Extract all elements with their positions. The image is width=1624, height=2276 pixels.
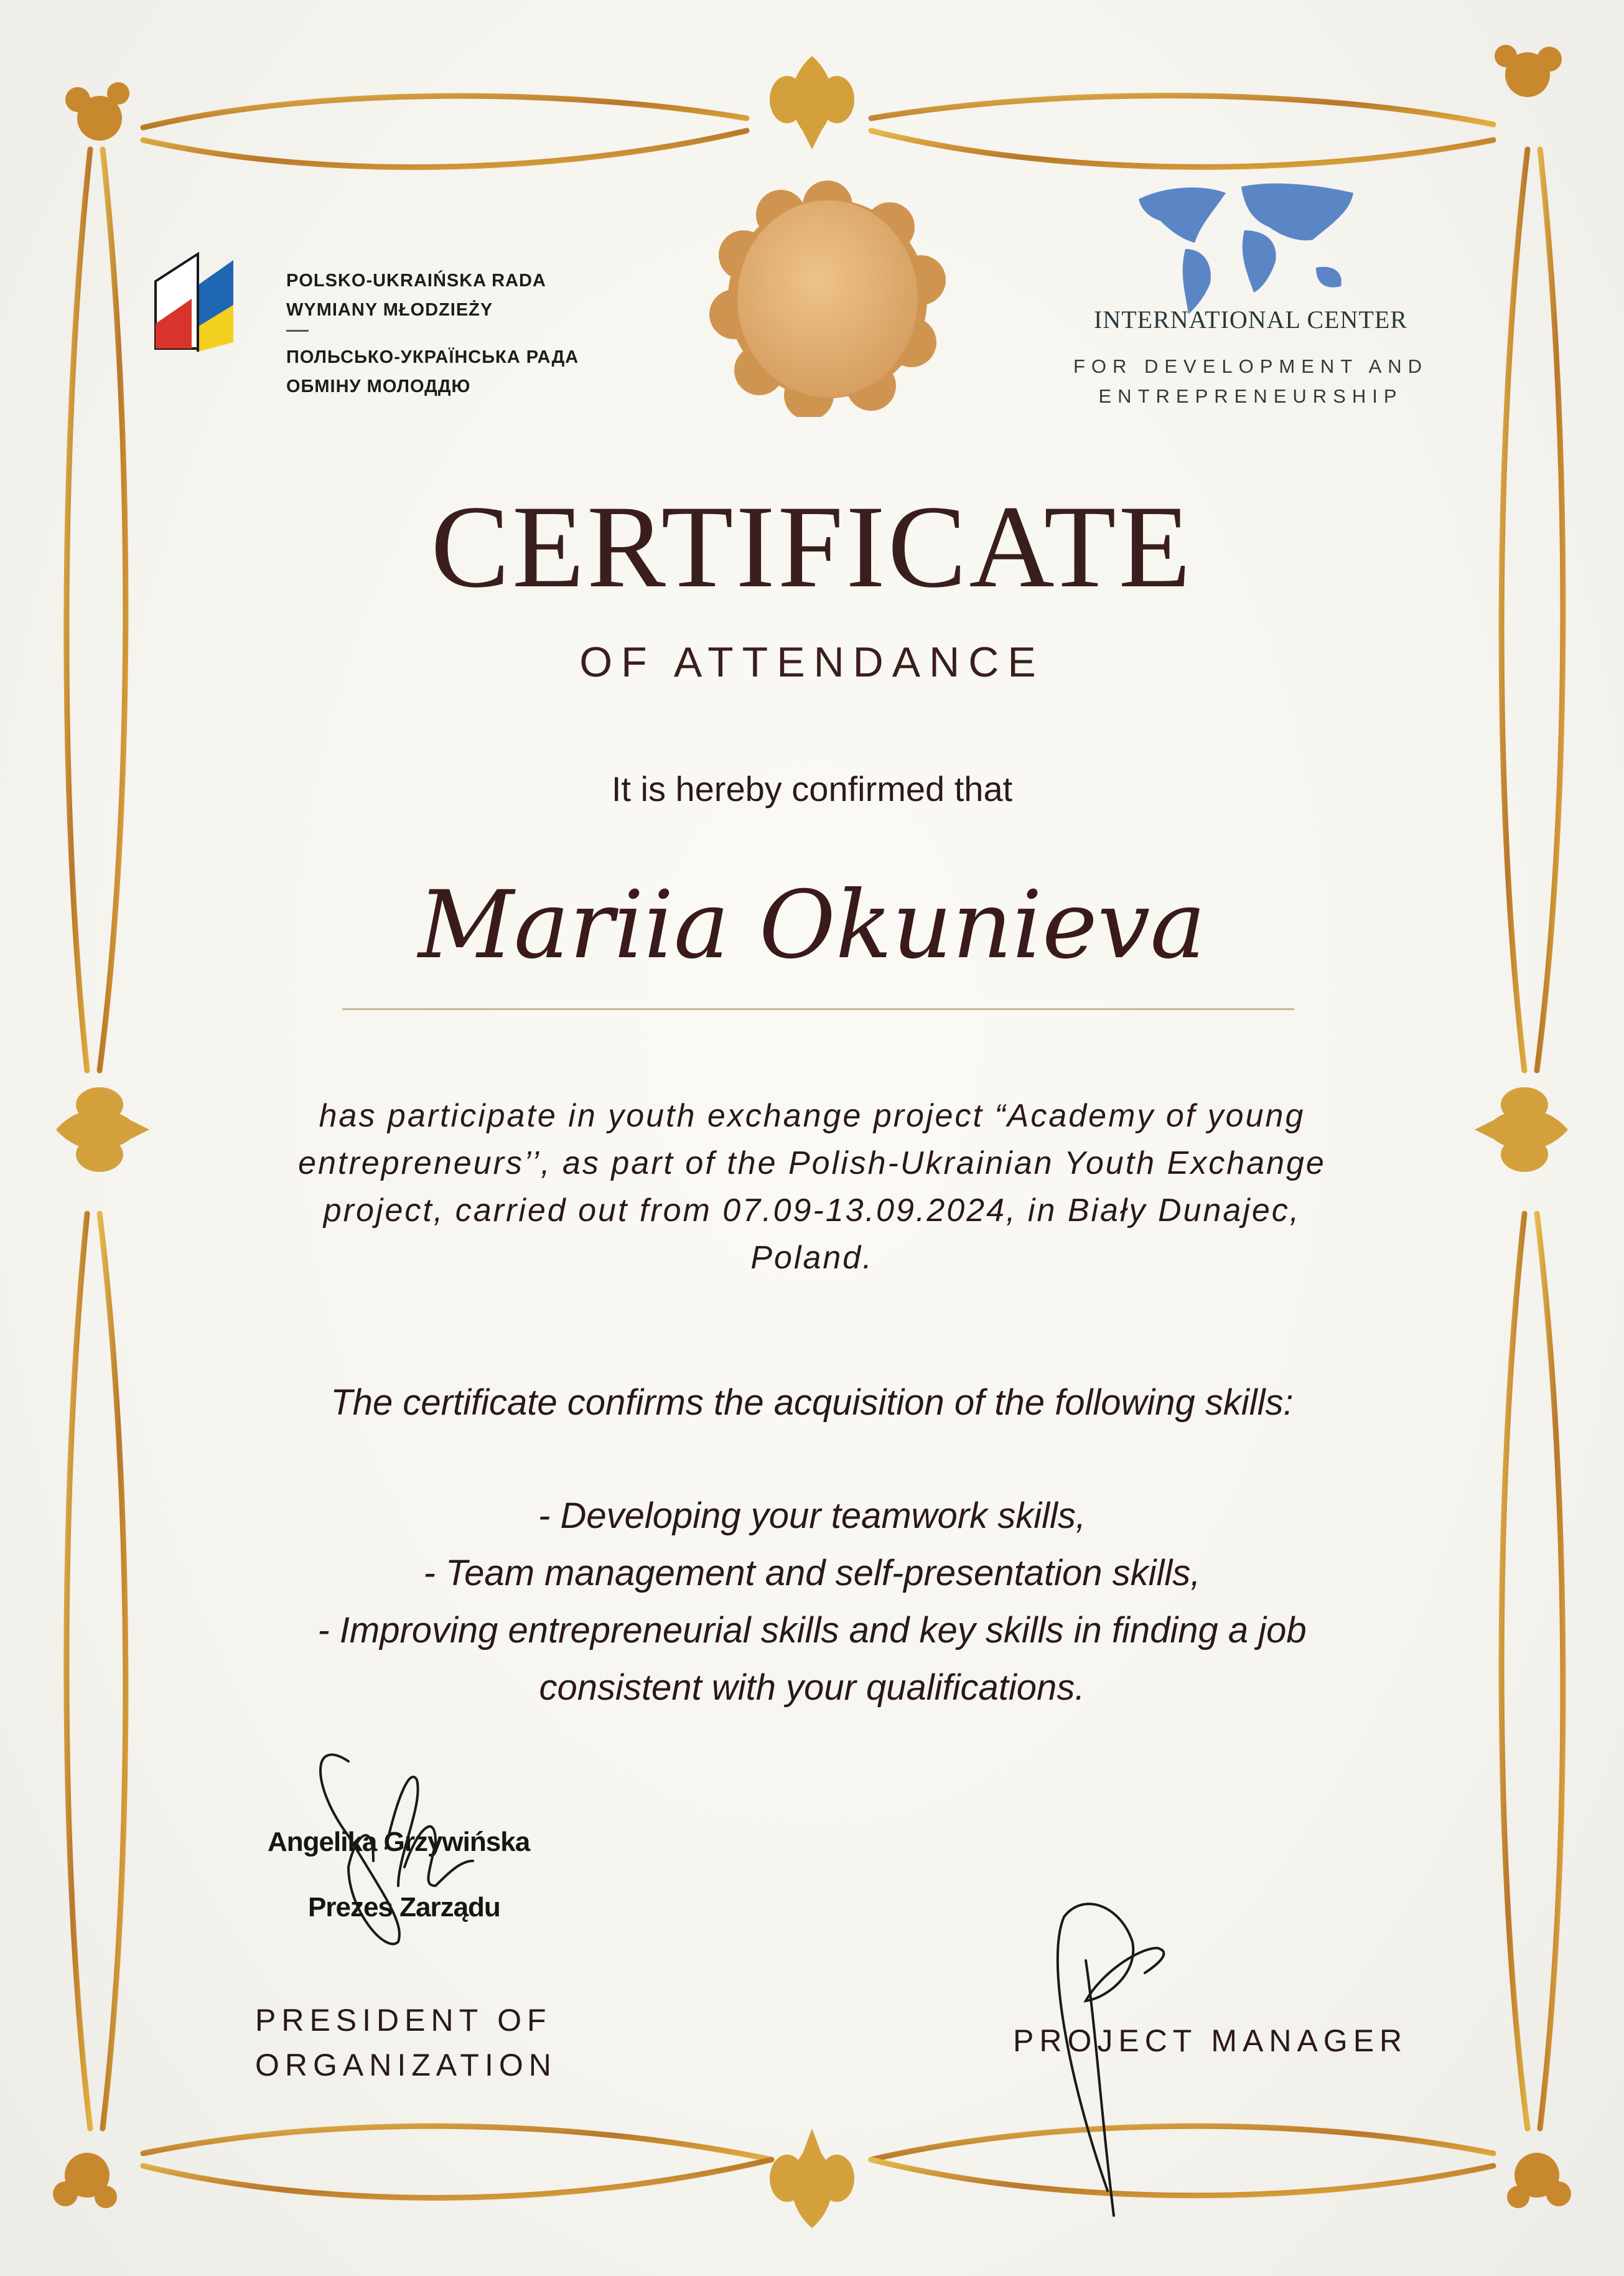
skill-item: - Improving entrepreneurial skills and key skills in finding a job <box>317 1610 1307 1651</box>
statement-line-1: has participate in youth exchange project “Academy of young <box>319 1098 1305 1134</box>
skill-item: consistent with your qualifications. <box>539 1667 1085 1708</box>
participation-statement <box>199 1092 1425 1281</box>
skills-intro: The certificate confirms the acquisition of the following skills: <box>330 1382 1294 1423</box>
name-underline <box>342 1008 1294 1010</box>
recipient-name: Mariia Okunieva <box>418 871 1206 980</box>
certificate-title: CERTIFICATE <box>431 482 1193 612</box>
plua-line-2: WYMIANY MŁODZIEŻY <box>286 300 493 320</box>
president-title <box>255 1998 557 2087</box>
skills-list <box>187 1487 1437 1716</box>
statement-line-3: project, carried out from 07.09-13.09.2024, in Biały Dunajec, <box>323 1192 1301 1229</box>
plua-line-4: ОБМІНУ МОЛОДДЮ <box>286 377 471 396</box>
confirmation-intro: It is hereby confirmed that <box>611 769 1013 808</box>
statement-line-4: Poland. <box>750 1240 874 1276</box>
icde-subtitle <box>1039 352 1462 411</box>
president-title-line-2: ORGANIZATION <box>255 2048 557 2082</box>
pl-ua-flag-icon <box>149 249 255 355</box>
plua-organization-name <box>286 266 579 401</box>
world-map-icon <box>1126 174 1375 317</box>
plua-divider <box>286 330 309 332</box>
plua-line-3: ПОЛЬСЬКО-УКРАЇНСЬКА РАДА <box>286 347 579 367</box>
icde-subtitle-line-2: ENTREPRENEURSHIP <box>1098 385 1403 407</box>
president-stamp-role: Prezes Zarządu <box>308 1892 500 1922</box>
president-stamp-name: Angelika Grzywińska <box>268 1827 530 1857</box>
certificate-subtitle: OF ATTENDANCE <box>579 639 1045 686</box>
project-manager-title: PROJECT MANAGER <box>1013 2023 1408 2058</box>
plua-line-1: POLSKO-UKRAIŃSKA RADA <box>286 271 546 291</box>
statement-line-2: entrepreneurs’’, as part of the Polish-Ukrainian Youth Exchange <box>298 1145 1326 1181</box>
skill-item: - Team management and self-presentation skills, <box>423 1553 1201 1593</box>
gold-seal-icon <box>691 180 964 417</box>
icde-subtitle-line-1: FOR DEVELOPMENT AND <box>1073 355 1429 377</box>
icde-title: INTERNATIONAL CENTER <box>1093 306 1407 334</box>
president-title-line-1: PRESIDENT OF <box>255 2003 552 2038</box>
skill-item: - Developing your teamwork skills, <box>538 1496 1086 1536</box>
